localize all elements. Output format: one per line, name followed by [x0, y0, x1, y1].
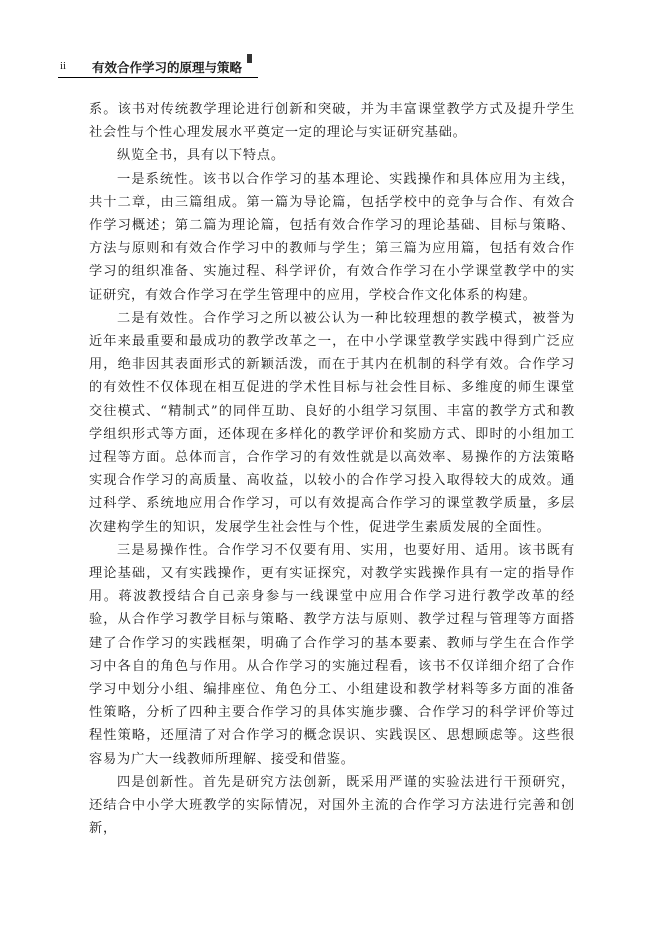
running-header [58, 58, 258, 78]
body-text [89, 98, 575, 841]
header-mark [247, 54, 252, 63]
paragraph-continuation: 系。该书对传统教学理论进行创新和突破，并为丰富课堂教学方式及提升学生社会性与个性心理发展水平奠定一定的理论与实证研究基础。 [89, 102, 575, 141]
paragraph-systematic: 一是系统性。该书以合作学习的基本理论、实践操作和具体应用为主线，共十二章，由三篇组成。第一篇为导论篇，包括学校中的竞争与合作、有效合作学习概述；第二篇为理论篇，包括有效合作学习的理论基础、目标与策略、方法与原则和有效合作学习中的教师与学生；第三篇为应用篇，包括有效合作学习的组织准备、实施过程、科学评价，有效合作学习在小学课堂教学中的实证研究，有效合作学习在学生管理中的应用，学校合作文化体系的构建。 [89, 171, 575, 303]
running-title: 有效合作学习的原理与策略 [92, 60, 243, 75]
paragraph-overview: 纵览全书，具有以下特点。 [117, 148, 285, 164]
paragraph-operability: 三是易操作性。合作学习不仅要有用、实用，也要好用、适用。该书既有理论基础，又有实践操作，更有实证探究，对教学实践操作具有一定的指导作用。蒋波教授结合自己亲身参与一线课堂中应用合作学习进行教学改革的经验，从合作学习教学目标与策略、教学方法与原则、教学过程与管理等方面搭建了合作学习的实践框架，明确了合作学习的基本要素、教师与学生在合作学习中各自的角色与作用。从合作学习的实施过程看，该书不仅详细介绍了合作学习中划分小组、编排座位、角色分工、小组建设和教学材料等多方面的准备性策略，分析了四种主要合作学习的具体实施步骤、合作学习的科学评价等过程性策略，还厘清了对合作学习的概念误识、实践误区、思想顾虑等。这些很容易为广大一线教师所理解、接受和借鉴。 [89, 542, 575, 767]
paragraph-innovation: 四是创新性。首先是研究方法创新，既采用严谨的实验法进行干预研究，还结合中小学大班教学的实际情况，对国外主流的合作学习方法进行完善和创新， [89, 774, 575, 837]
header-rule [58, 77, 258, 78]
paragraph-effectiveness: 二是有效性。合作学习之所以被公认为一种比较理想的教学模式，被誉为近年来最重要和最成功的教学改革之一，在中小学课堂教学实践中得到广泛应用，绝非因其表面形式的新颖活泼，而在于其内在机制的科学有效。合作学习的有效性不仅体现在相互促进的学术性目标与社会性目标、多维度的师生课堂交往模式、“精制式”的同伴互助、良好的小组学习氛围、丰富的教学方式和教学组织形式等方面，还体现在多样化的教学评价和奖励方式、即时的小组加工过程等方面。总体而言，合作学习的有效性就是以高效率、易操作的方法策略实现合作学习的高质量、高收益，以较小的合作学习投入取得较大的成效。通过科学、系统地应用合作学习，可以有效提高合作学习的课堂教学质量，多层次建构学生的知识，发展学生社会性与个性，促进学生素质发展的全面性。 [89, 310, 575, 535]
page-number: ii [60, 60, 67, 72]
